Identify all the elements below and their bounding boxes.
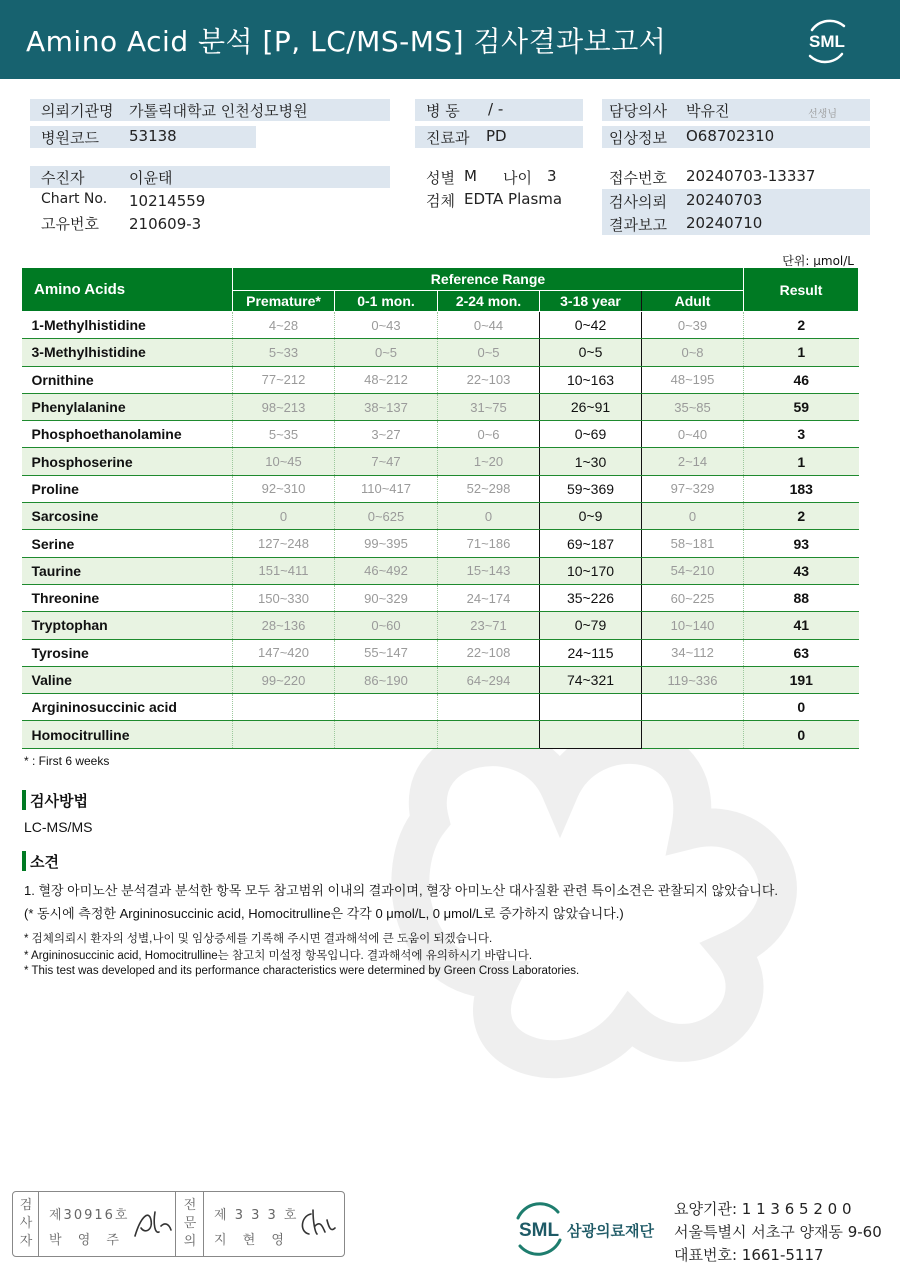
clinical-label: 임상정보 xyxy=(609,129,667,147)
table-row xyxy=(22,448,859,475)
age-value: 3 xyxy=(547,167,557,185)
amino-acid-name: Ornithine xyxy=(22,366,233,393)
reference-range-cell: 7~47 xyxy=(335,448,438,475)
reference-range-cell: 69~187 xyxy=(540,530,642,557)
chart-value: 10214559 xyxy=(129,192,206,210)
amino-acid-name: Argininosuccinic acid xyxy=(22,694,233,721)
amino-acid-name: Proline xyxy=(22,475,233,502)
report-value: 20240710 xyxy=(686,214,763,232)
reference-range-cell: 23~71 xyxy=(438,612,540,639)
note-3: * This test was developed and its performance characteristics were determined by Green Cross Laboratories. xyxy=(24,965,580,977)
result-cell: 0 xyxy=(744,721,859,748)
table-row xyxy=(22,339,859,366)
reference-range-cell xyxy=(540,694,642,721)
table-row xyxy=(22,721,859,748)
reference-range-cell: 150~330 xyxy=(233,584,335,611)
reference-range-cell: 147~420 xyxy=(233,639,335,666)
signer1-license: 제30916호 xyxy=(49,1208,130,1223)
signer1-role-cell xyxy=(13,1192,39,1256)
reference-range-cell xyxy=(233,694,335,721)
col-header-premature: Premature* xyxy=(233,291,335,312)
reference-range-cell xyxy=(335,721,438,748)
col-header-adult: Adult xyxy=(642,291,744,312)
findings-line-2: (* 동시에 측정한 Argininosuccinic acid, Homocitrulline은 각각 0 μmol/L, 0 μmol/L로 증가하지 않았습니다.) xyxy=(24,906,624,921)
clinical-value: O68702310 xyxy=(686,127,775,145)
report-label: 결과보고 xyxy=(609,216,667,234)
result-cell: 1 xyxy=(744,339,859,366)
reference-range-cell: 22~108 xyxy=(438,639,540,666)
reference-range-cell: 0~8 xyxy=(642,339,744,366)
ward-value: / - xyxy=(488,100,504,118)
footer-org-name: 삼광의료재단 xyxy=(567,1222,654,1240)
result-cell: 1 xyxy=(744,448,859,475)
reference-range-cell: 127~248 xyxy=(233,530,335,557)
reference-range-cell: 97~329 xyxy=(642,475,744,502)
reference-range-cell: 0~60 xyxy=(335,612,438,639)
result-cell: 183 xyxy=(744,475,859,502)
reference-range-cell: 90~329 xyxy=(335,584,438,611)
reference-range-cell: 0 xyxy=(438,503,540,530)
result-cell: 0 xyxy=(744,694,859,721)
reference-range-cell: 0~5 xyxy=(540,339,642,366)
reference-range-cell: 1~30 xyxy=(540,448,642,475)
sml-logo-icon xyxy=(800,14,854,68)
reference-range-cell: 0~69 xyxy=(540,421,642,448)
examinee-label: 수진자 xyxy=(41,169,85,187)
signer2-role-cell xyxy=(175,1192,204,1256)
reference-range-cell: 22~103 xyxy=(438,366,540,393)
reference-range-cell: 60~225 xyxy=(642,584,744,611)
footer-phone: 대표번호: 1661-5117 xyxy=(674,1246,824,1264)
reference-range-cell: 0~39 xyxy=(642,312,744,339)
table-row xyxy=(22,503,859,530)
result-cell: 46 xyxy=(744,366,859,393)
reference-range-cell: 3~27 xyxy=(335,421,438,448)
reference-range-cell: 71~186 xyxy=(438,530,540,557)
reference-range-cell: 0~625 xyxy=(335,503,438,530)
reference-range-cell: 2~14 xyxy=(642,448,744,475)
footer-institution-code: 요양기관: 1 1 3 6 5 2 0 0 xyxy=(674,1200,852,1218)
col-header-amino-acids: Amino Acids xyxy=(22,268,233,312)
reference-range-cell: 0 xyxy=(642,503,744,530)
reference-range-cell: 5~33 xyxy=(233,339,335,366)
table-row xyxy=(22,530,859,557)
note-1: * 검체의뢰시 환자의 성별,나이 및 임상증세를 기록해 주시면 결과해석에 큰 도움이 되겠습니다. xyxy=(24,933,493,945)
signer2-name: 지 현 영 xyxy=(214,1233,290,1248)
table-row xyxy=(22,584,859,611)
dept-value: PD xyxy=(486,127,507,145)
reference-range-cell: 64~294 xyxy=(438,666,540,693)
age-label: 나이 xyxy=(503,169,532,187)
table-row xyxy=(22,612,859,639)
reference-range-cell: 46~492 xyxy=(335,557,438,584)
reference-range-cell: 0 xyxy=(233,503,335,530)
reference-range-cell: 110~417 xyxy=(335,475,438,502)
reference-range-cell: 10~163 xyxy=(540,366,642,393)
findings-title: 소견 xyxy=(30,853,59,871)
reference-range-cell: 26~91 xyxy=(540,393,642,420)
amino-acid-name: Phosphoserine xyxy=(22,448,233,475)
col-header-2-24-mon: 2-24 mon. xyxy=(438,291,540,312)
table-row xyxy=(22,694,859,721)
reference-range-cell: 0~6 xyxy=(438,421,540,448)
reference-range-cell: 0~40 xyxy=(642,421,744,448)
amino-acid-name: Phenylalanine xyxy=(22,393,233,420)
result-cell: 63 xyxy=(744,639,859,666)
result-cell: 3 xyxy=(744,421,859,448)
amino-acid-name: Homocitrulline xyxy=(22,721,233,748)
reference-range-cell xyxy=(540,721,642,748)
sex-value: M xyxy=(464,167,477,185)
amino-acid-name: Threonine xyxy=(22,584,233,611)
amino-acid-name: Serine xyxy=(22,530,233,557)
reference-range-cell: 74~321 xyxy=(540,666,642,693)
hospital-code-label: 병원코드 xyxy=(41,129,99,147)
findings-line-1: 1. 혈장 아미노산 분석결과 분석한 항목 모두 참고범위 이내의 결과이며, 혈장 아미노산 대사질환 관련 특이소견은 관찰되지 않았습니다. xyxy=(24,883,778,898)
note-2: * Argininosuccinic acid, Homocitrulline는 참고치 미설정 항목입니다. 결과해석에 유의하시기 바랍니다. xyxy=(24,950,533,962)
reference-range-cell xyxy=(233,721,335,748)
result-cell: 2 xyxy=(744,312,859,339)
col-header-result: Result xyxy=(744,268,859,312)
unique-label: 고유번호 xyxy=(41,215,99,233)
reference-range-cell: 59~369 xyxy=(540,475,642,502)
reference-range-cell: 55~147 xyxy=(335,639,438,666)
amino-acid-name: Tyrosine xyxy=(22,639,233,666)
doctor-value: 박유진 xyxy=(686,102,730,120)
col-header-reference-range: Reference Range xyxy=(233,268,744,291)
hospital-code-value: 53138 xyxy=(129,127,177,145)
reference-range-cell: 24~115 xyxy=(540,639,642,666)
reference-range-cell xyxy=(335,694,438,721)
doctor-suffix: 선생님 xyxy=(808,109,837,120)
table-row xyxy=(22,366,859,393)
method-title: 검사방법 xyxy=(30,792,88,810)
reference-range-cell: 0~5 xyxy=(438,339,540,366)
reference-range-cell: 77~212 xyxy=(233,366,335,393)
chart-label: Chart No. xyxy=(41,191,108,207)
reference-range-cell: 119~336 xyxy=(642,666,744,693)
reference-range-cell: 0~44 xyxy=(438,312,540,339)
reference-range-cell: 4~28 xyxy=(233,312,335,339)
receipt-value: 20240703-13337 xyxy=(686,167,816,185)
reference-range-cell: 0~43 xyxy=(335,312,438,339)
reference-range-cell: 0~9 xyxy=(540,503,642,530)
unique-value: 210609-3 xyxy=(129,215,202,233)
reference-range-cell: 5~35 xyxy=(233,421,335,448)
result-cell: 191 xyxy=(744,666,859,693)
signer1-signature xyxy=(131,1206,175,1242)
amino-acid-name: Tryptophan xyxy=(22,612,233,639)
reference-range-cell: 38~137 xyxy=(335,393,438,420)
table-row xyxy=(22,312,859,339)
reference-range-cell: 99~395 xyxy=(335,530,438,557)
result-cell: 93 xyxy=(744,530,859,557)
reference-range-cell xyxy=(438,694,540,721)
reference-range-cell: 35~85 xyxy=(642,393,744,420)
reference-range-cell: 99~220 xyxy=(233,666,335,693)
dept-label: 진료과 xyxy=(426,129,470,147)
institution-label: 의뢰기관명 xyxy=(41,102,114,120)
reference-range-cell xyxy=(438,721,540,748)
table-footnote: * : First 6 weeks xyxy=(24,754,110,768)
reference-range-cell: 0~42 xyxy=(540,312,642,339)
method-text: LC-MS/MS xyxy=(24,819,93,835)
reference-range-cell: 52~298 xyxy=(438,475,540,502)
col-header-0-1-mon: 0-1 mon. xyxy=(335,291,438,312)
reference-range-cell: 54~210 xyxy=(642,557,744,584)
table-row xyxy=(22,475,859,502)
specimen-value: EDTA Plasma xyxy=(464,190,563,208)
reference-range-cell: 86~190 xyxy=(335,666,438,693)
amino-acid-name: Sarcosine xyxy=(22,503,233,530)
report-title: Amino Acid 분석 [P, LC/MS-MS] 검사결과보고서 xyxy=(26,25,667,58)
reference-range-cell xyxy=(642,694,744,721)
amino-acid-name: Taurine xyxy=(22,557,233,584)
reference-range-cell: 151~411 xyxy=(233,557,335,584)
specimen-label: 검체 xyxy=(426,192,455,210)
signer2-license: 제 3 3 3 호 xyxy=(214,1208,299,1223)
findings-section-bar xyxy=(22,851,26,871)
footer-address: 서울특별시 서초구 양재동 9-60 xyxy=(674,1223,882,1241)
reference-range-cell: 92~310 xyxy=(233,475,335,502)
result-cell: 2 xyxy=(744,503,859,530)
result-cell: 88 xyxy=(744,584,859,611)
signer2-role: 전 문 의 xyxy=(183,1198,197,1249)
signer1-name: 박 영 주 xyxy=(49,1233,125,1248)
reference-range-cell: 10~170 xyxy=(540,557,642,584)
table-row xyxy=(22,557,859,584)
signer1-role: 검 사 자 xyxy=(19,1198,33,1249)
sex-label: 성별 xyxy=(426,169,455,187)
reference-range-cell: 28~136 xyxy=(233,612,335,639)
signature-box xyxy=(12,1191,345,1257)
svg-text:SML: SML xyxy=(809,32,845,51)
reference-range-cell: 24~174 xyxy=(438,584,540,611)
reference-range-cell: 0~79 xyxy=(540,612,642,639)
institution-value: 가톨릭대학교 인천성모병원 xyxy=(129,102,308,120)
amino-acid-table xyxy=(21,267,859,749)
reference-range-cell: 35~226 xyxy=(540,584,642,611)
reference-range-cell: 10~45 xyxy=(233,448,335,475)
report-header xyxy=(0,0,900,79)
request-label: 검사의뢰 xyxy=(609,193,667,211)
method-section-bar xyxy=(22,790,26,810)
reference-range-cell: 15~143 xyxy=(438,557,540,584)
receipt-label: 접수번호 xyxy=(609,169,667,187)
reference-range-cell: 10~140 xyxy=(642,612,744,639)
svg-text:SML: SML xyxy=(518,1220,560,1241)
table-row xyxy=(22,666,859,693)
amino-acid-name: 3-Methylhistidine xyxy=(22,339,233,366)
reference-range-cell: 34~112 xyxy=(642,639,744,666)
footer-sml-logo-icon xyxy=(510,1200,568,1256)
table-row xyxy=(22,639,859,666)
result-cell: 43 xyxy=(744,557,859,584)
table-row xyxy=(22,421,859,448)
reference-range-cell: 48~212 xyxy=(335,366,438,393)
table-row xyxy=(22,393,859,420)
request-value: 20240703 xyxy=(686,191,763,209)
unit-label: 단위: μmol/L xyxy=(782,254,854,268)
reference-range-cell: 58~181 xyxy=(642,530,744,557)
amino-acid-name: 1-Methylhistidine xyxy=(22,312,233,339)
reference-range-cell: 98~213 xyxy=(233,393,335,420)
doctor-label: 담당의사 xyxy=(609,102,667,120)
col-header-3-18-year: 3-18 year xyxy=(540,291,642,312)
result-cell: 59 xyxy=(744,393,859,420)
amino-acid-name: Phosphoethanolamine xyxy=(22,421,233,448)
amino-acid-name: Valine xyxy=(22,666,233,693)
reference-range-cell: 48~195 xyxy=(642,366,744,393)
ward-label: 병 동 xyxy=(426,102,460,120)
reference-range-cell: 0~5 xyxy=(335,339,438,366)
result-cell: 41 xyxy=(744,612,859,639)
reference-range-cell: 31~75 xyxy=(438,393,540,420)
examinee-value: 이윤태 xyxy=(129,169,173,187)
reference-range-cell xyxy=(642,721,744,748)
signer2-signature xyxy=(295,1206,339,1242)
reference-range-cell: 1~20 xyxy=(438,448,540,475)
